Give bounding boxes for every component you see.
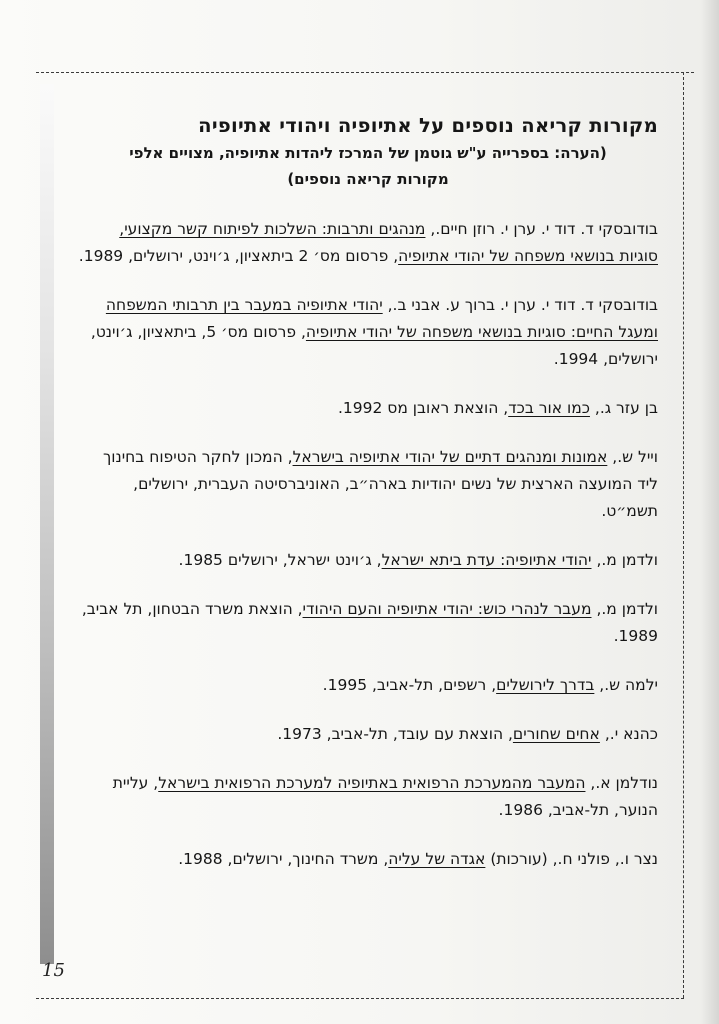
bibliography-entry: [78, 292, 658, 373]
bibliography-entry: [78, 216, 658, 270]
entry-title: אחים שחורים: [512, 725, 600, 743]
gradient-side-strip: [40, 84, 54, 964]
page-number: 15: [42, 960, 65, 981]
entry-author: נצר ו., פולני ח., (עורכות): [490, 850, 658, 868]
entry-title: מעבר לנהרי כוש: יהודי אתיופיה והעם היהודי: [302, 600, 592, 618]
entry-title: בדרך לירושלים: [496, 676, 595, 694]
entry-title: יהודי אתיופיה: עדת ביתא ישראל: [381, 551, 592, 569]
entry-details: , המכון לחקר הטיפוח בחינוך ליד המועצה הארצית של נשים יהודיות בארה״ב, האוניברסיטה העברית, ירושלים, תשמ״ט.: [102, 448, 658, 520]
bibliography-entry: [78, 596, 658, 650]
entry-title: אגדה של עליה: [388, 850, 486, 868]
binding-shadow: [701, 0, 719, 1024]
entry-details: , ג׳וינט ישראל, ירושלים 1985.: [178, 551, 382, 569]
entry-author: וייל ש.,: [612, 448, 658, 466]
bibliography-content: [78, 112, 658, 895]
entry-author: כהנא י.,: [604, 725, 658, 743]
entry-details: , פרסום מס׳ 5, ביתאציון, ג׳וינט, ירושלים, 1994.: [90, 323, 658, 368]
entry-author: נודלמן א.,: [590, 774, 658, 792]
entry-details: , פרסום מס׳ 2 ביתאציון, ג׳וינט, ירושלים, 1989.: [78, 247, 399, 265]
entry-author: בן עזר ג.,: [594, 399, 658, 417]
bibliography-entry: [78, 395, 658, 422]
entry-author: בודובסקי ד. דוד י. ערן י. ברוך ע. אבני ב.,: [387, 296, 658, 314]
bibliography-entry: [78, 846, 658, 873]
entry-details: , הוצאת משרד הבטחון, תל אביב, 1989.: [81, 600, 658, 645]
entry-details: , הוצאת ראובן מס 1992.: [337, 399, 509, 417]
entry-author: ילמה ש.,: [599, 676, 658, 694]
entry-title: כמו אור בכד: [508, 399, 590, 417]
bibliography-entry: [78, 721, 658, 748]
bibliography-entry: [78, 770, 658, 824]
frame-top-border: [36, 72, 694, 73]
page-title: מקורות קריאה נוספים על אתיופיה ויהודי אתיופיה: [198, 114, 658, 137]
entry-author: ולדמן מ.,: [596, 551, 658, 569]
entry-details: , משרד החינוך, ירושלים, 1988.: [178, 850, 389, 868]
library-note-line2: מקורות קריאה נוספים): [287, 170, 449, 188]
entry-details: , עליית הנוער, תל-אביב, 1986.: [112, 774, 658, 819]
frame-right-border: [683, 72, 684, 998]
bibliography-entry: [78, 547, 658, 574]
entry-title: מנהגים ותרבות: השלכות לפיתוח קשר מקצועי, סוגיות בנושאי משפחה של יהודי אתיופיה: [119, 220, 658, 265]
library-note: [78, 140, 658, 192]
bibliography-entry: [78, 672, 658, 699]
frame-bottom-border: [36, 998, 684, 999]
entry-author: בודובסקי ד. דוד י. ערן י. רוזן חיים.,: [430, 220, 658, 238]
entry-author: ולדמן מ.,: [596, 600, 658, 618]
entry-details: , הוצאת עם עובד, תל-אביב, 1973.: [277, 725, 513, 743]
entry-title: אמונות ומנהגים דתיים של יהודי אתיופיה בישראל: [292, 448, 608, 466]
bibliography-entry: [78, 444, 658, 525]
entry-details: , רשפים, תל-אביב, 1995.: [322, 676, 497, 694]
entry-title: יהודי אתיופיה במעבר בין תרבותי המשפחה ומעגל החיים: סוגיות בנושאי משפחה של יהודי אתיופיה: [105, 296, 658, 341]
library-note-line1: (הערה: בספרייה ע"ש גוטמן של המרכז ליהדות אתיופיה, מצויים אלפי: [129, 144, 607, 162]
entry-title: המעבר מהמערכת הרפואית באתיופיה למערכת הרפואית בישראל: [158, 774, 586, 792]
